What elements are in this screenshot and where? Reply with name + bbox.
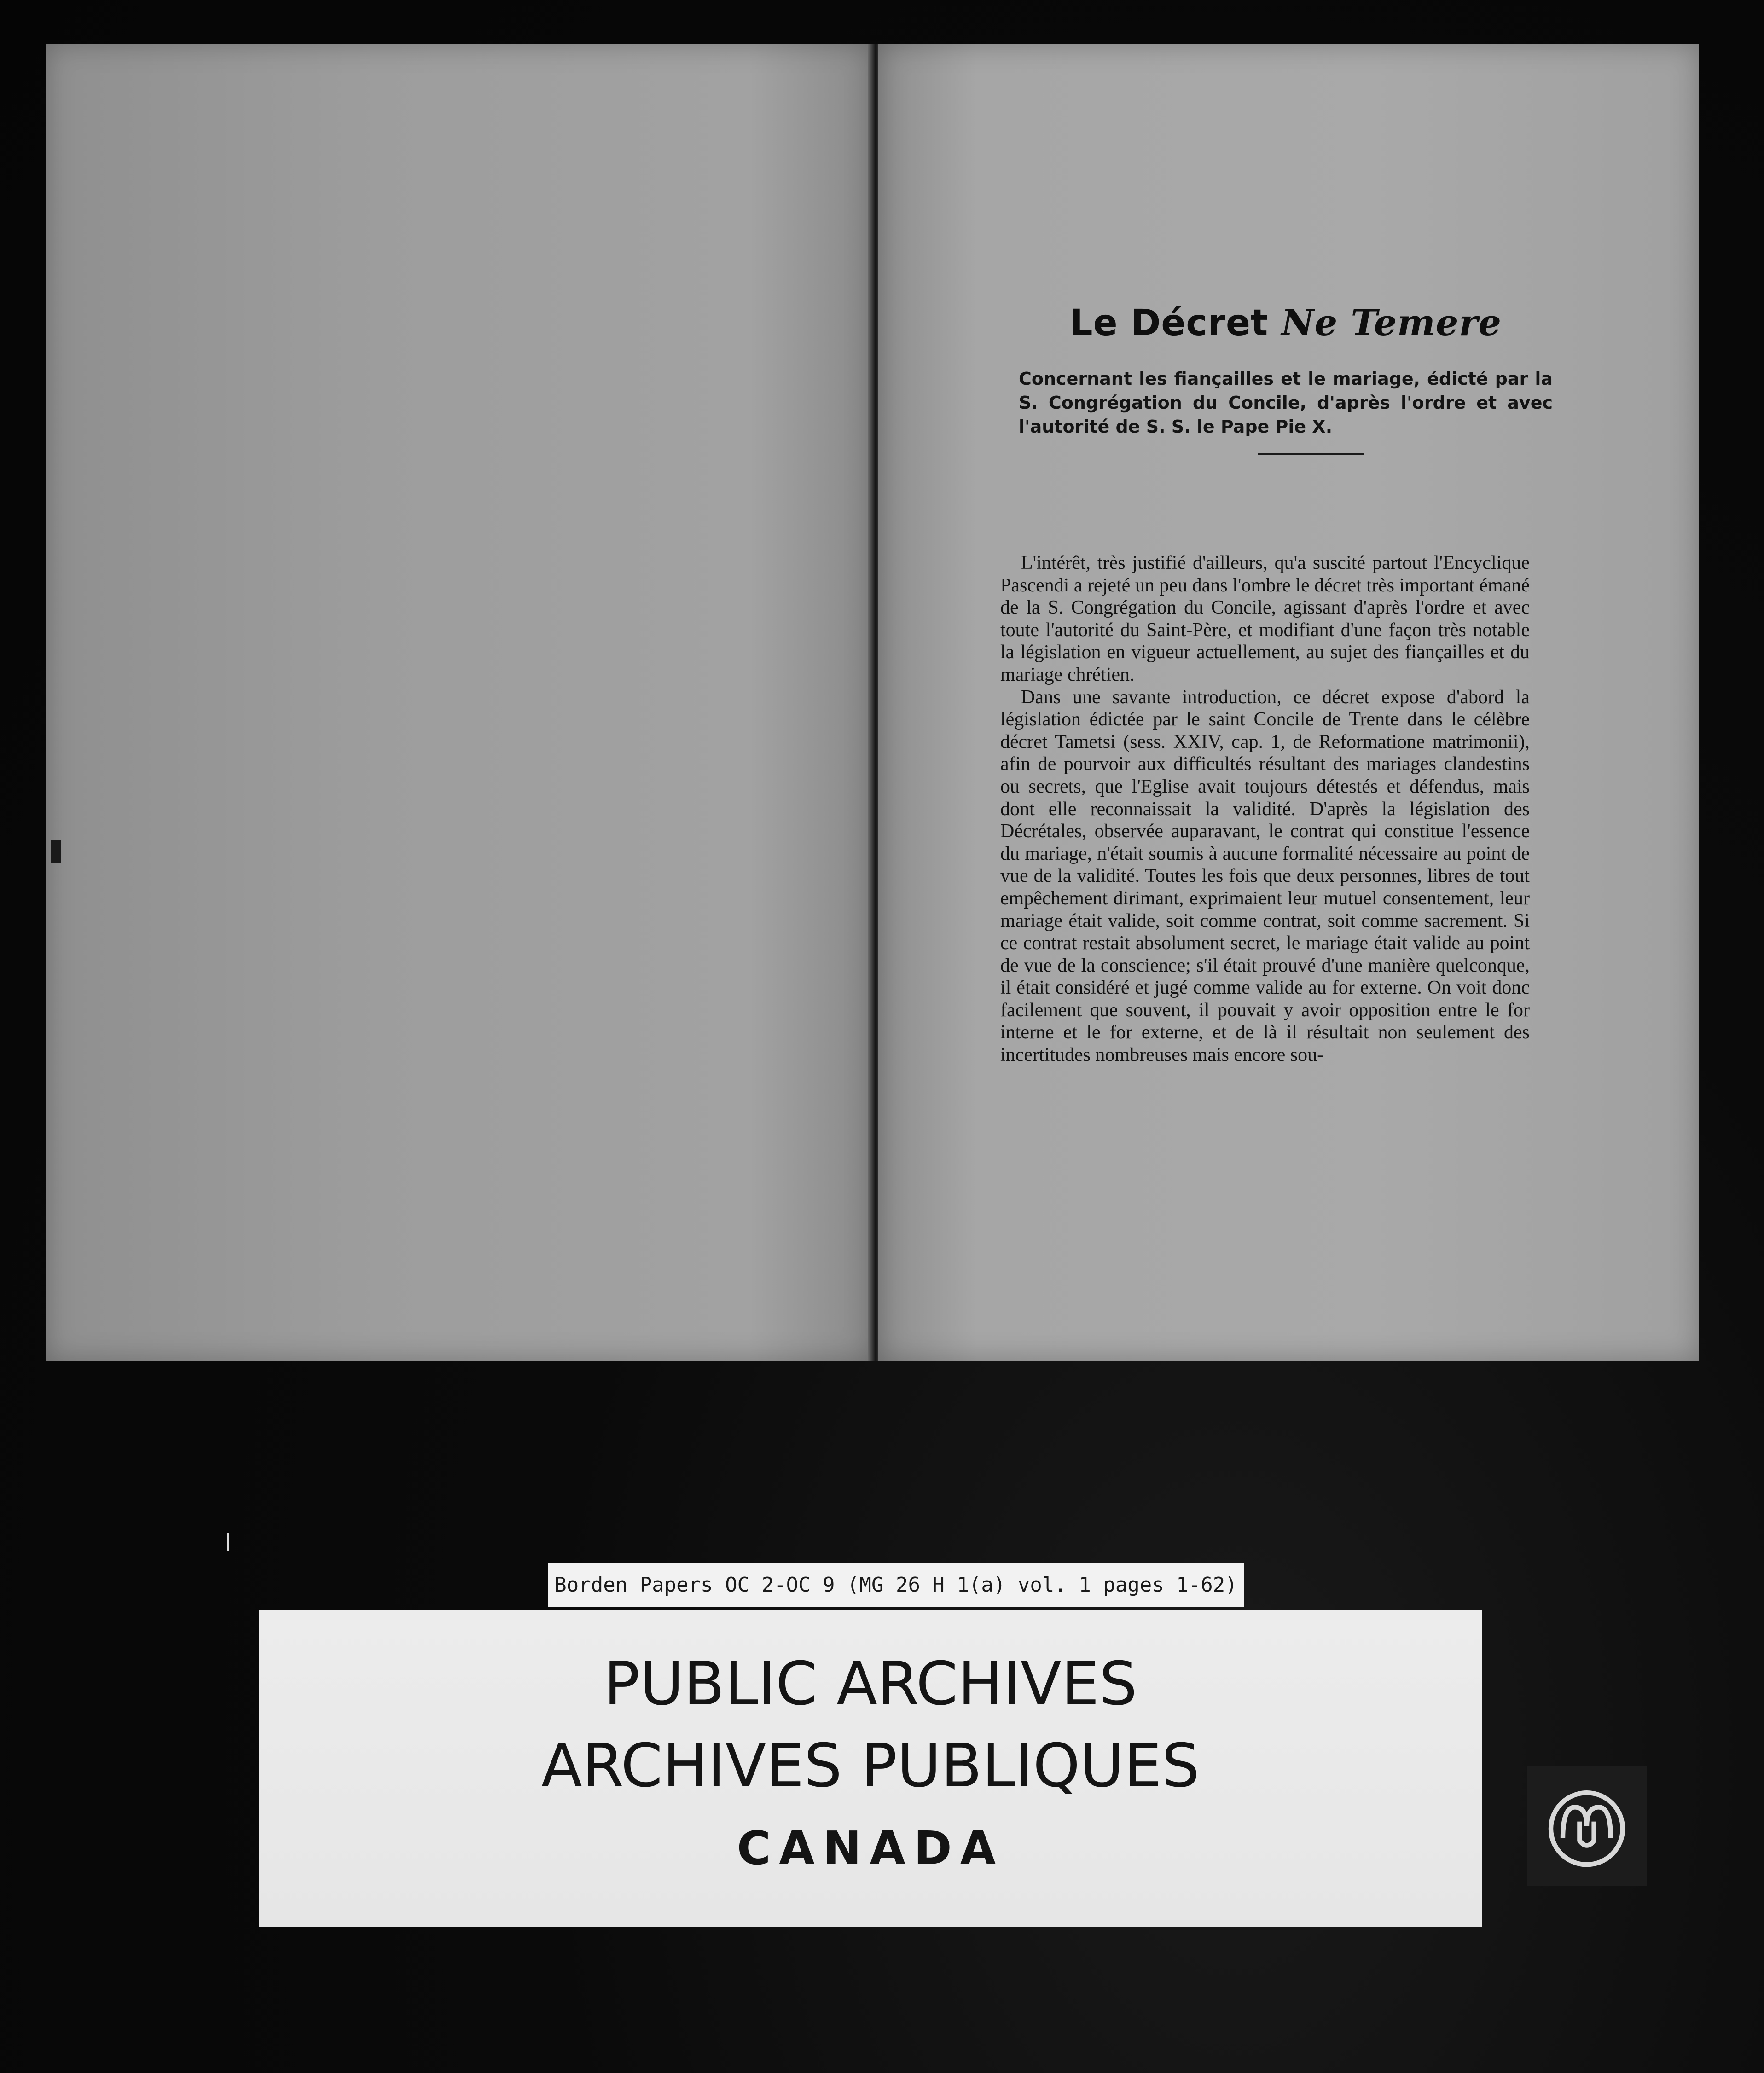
archive-line-french: ARCHIVES PUBLIQUES <box>541 1731 1200 1801</box>
reference-label: Borden Papers OC 2-OC 9 (MG 26 H 1(a) vol. 1 pages 1-62) <box>548 1563 1244 1607</box>
title-italic: Ne Temere <box>1281 302 1502 344</box>
left-page-blank <box>46 44 873 1361</box>
page-title <box>1042 302 1530 344</box>
page-subtitle: Concernant les fiançailles et le mariage, édicté par la S. Congrégation du Concile, d'après l'ordre et avec l'autorité de S. S. le Pape Pie X. <box>1019 369 1553 437</box>
archive-card <box>259 1610 1482 1927</box>
body-text <box>1000 552 1530 1066</box>
divider-rule <box>1258 453 1364 455</box>
paragraph-1: L'intérêt, très justifié d'ailleurs, qu'a suscité partout l'Encyclique Pascendi a rejeté un peu dans l'ombre le décret très important émané de la S. Congrégation du Concile, agissant d'après l'ordre et avec toute l'autorité du Saint-Père, et modifiant d'une façon très notable la législation en vigueur actuellement, au sujet des fiançailles et du mariage chrétien. <box>1000 552 1530 685</box>
paragraph-2: Dans une savante introduction, ce décret expose d'abord la législation édictée par le saint Concile de Trente dans le célèbre décret Tametsi (sess. XXIV, cap. 1, de Reformatione matrimonii), afin de pourvoir aux difficultés résultant des mariages clandestins ou secrets, que l'Eglise avait toujours détestés et défendus, mais dont elle reconnaissait la validité. D'après la législation des Décrétales, observée auparavant, le contrat qui constitue l'essence du mariage, n'était soumis à aucune formalité nécessaire au point de vue de la validité. Toutes les fois que deux personnes, libres de tout empêchement dirimant, exprimaient leur mutuel consentement, leur mariage était valide, soit comme contrat, soit comme sacrement. Si ce contrat restait absolument secret, le mariage était valide au point de vue de la conscience; s'il était prouvé d'une manière quelconque, il était considéré et jugé comme valide au for externe. On voit donc facilement que souvent, il pouvait y avoir opposition entre le for interne et le for externe, et de là il résultait non seulement des incertitudes nombreuses mais encore sou- <box>1000 686 1530 1066</box>
registration-mark <box>227 1533 229 1551</box>
page-content <box>1000 302 1553 1066</box>
right-page <box>878 44 1699 1361</box>
page-edge-mark <box>51 840 61 863</box>
title-roman: Le Décret <box>1069 302 1269 344</box>
book-spread <box>46 44 1699 1361</box>
archives-emblem-icon <box>1527 1766 1647 1886</box>
archive-line-english: PUBLIC ARCHIVES <box>603 1649 1137 1719</box>
archive-line-country: CANADA <box>737 1821 1004 1875</box>
